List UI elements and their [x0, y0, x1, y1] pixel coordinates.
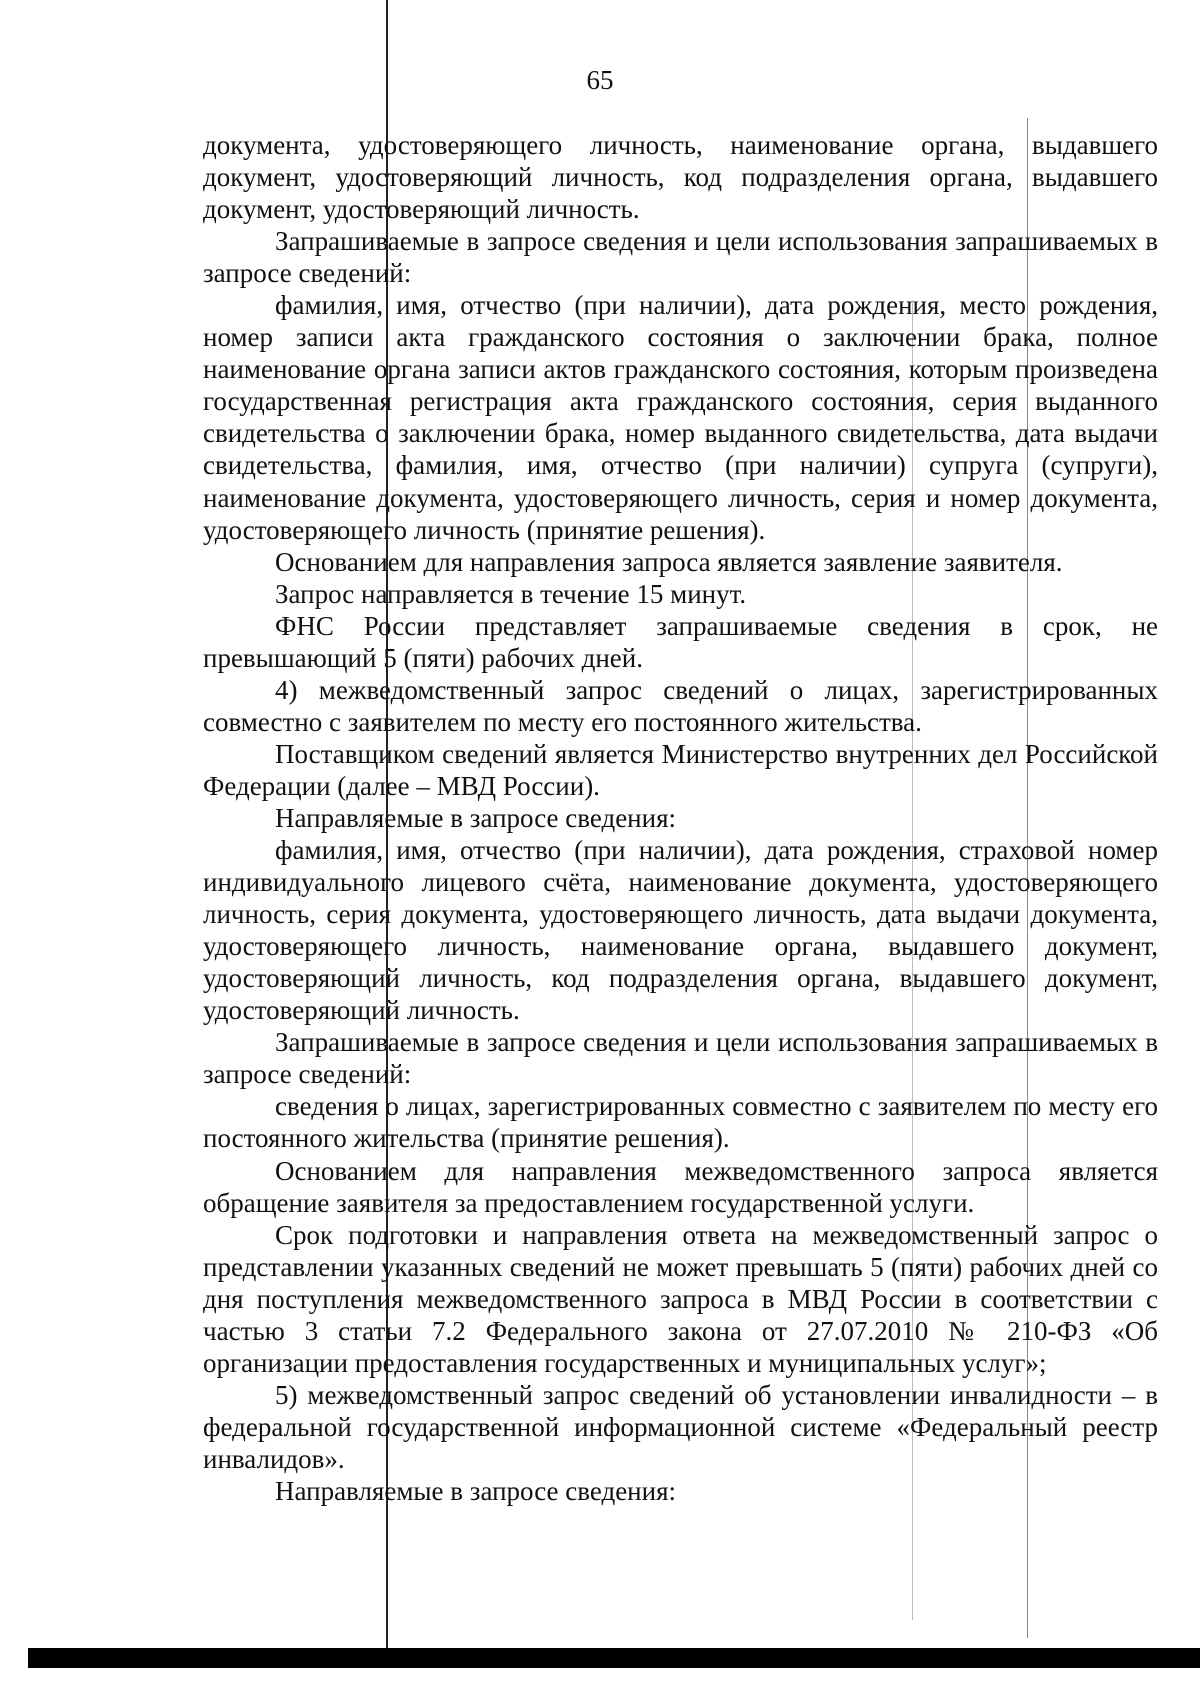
paragraph: Направляемые в запросе сведения:	[275, 1475, 676, 1506]
document-body	[203, 129, 1158, 1507]
paragraph: сведения о лицах, зарегистрированных совместно с заявителем по месту его постоянного жительства (принятие решения).	[203, 1091, 1158, 1154]
paragraph: Основанием для направления межведомственного запроса является обращение заявителя за предоставлением государственной услуги.	[203, 1155, 1158, 1218]
paragraph-item-5: 5) межведомственный запрос сведений об установлении инвалидности – в федеральной государственной информационной системе «Федеральный реестр инвалидов».	[203, 1379, 1158, 1474]
paragraph: Запрашиваемые в запросе сведения и цели использования запрашиваемых в запросе сведений:	[203, 1027, 1158, 1090]
paragraph: Основанием для направления запроса является заявление заявителя.	[275, 546, 1063, 577]
scan-bottom-edge	[28, 1648, 1200, 1668]
paragraph: Запрос направляется в течение 15 минут.	[275, 578, 747, 609]
paragraph: Направляемые в запросе сведения:	[275, 802, 676, 833]
paragraph: Срок подготовки и направления ответа на межведомственный запрос о представлении указанных сведений не может превышать 5 (пяти) рабочих дней со дня поступления межведомственного запроса в МВД России в соответствии с частью 3 статьи 7.2 Федерального закона от 27.07.2010 № 210-ФЗ «Об организации предоставления государственных и муниципальных услуг»;	[203, 1219, 1158, 1378]
page-number: 65	[586, 65, 614, 95]
paragraph: фамилия, имя, отчество (при наличии), дата рождения, место рождения, номер записи акта гражданского состояния о заключении брака, полное наименование органа записи актов гражданского состояния, которым произведена государственная регистрация акта гражданского состояния, серия выданного свидетельства о заключении брака, номер выданного свидетельства, дата выдачи свидетельства, фамилия, имя, отчество (при наличии) супруга (супруги), наименование документа, удостоверяющего личность, серия и номер документа, удостоверяющего личность (принятие решения).	[203, 290, 1158, 545]
paragraph-continuation: документа, удостоверяющего личность, наименование органа, выдавшего документ, удостоверяющий личность, код подразделения органа, выдавшего документ, удостоверяющий личность.	[203, 130, 1158, 225]
paragraph: Поставщиком сведений является Министерство внутренних дел Российской Федерации (далее – МВД России).	[203, 738, 1158, 801]
paragraph: фамилия, имя, отчество (при наличии), дата рождения, страховой номер индивидуального лицевого счёта, наименование документа, удостоверяющего личность, серия документа, удостоверяющего личность, дата выдачи документа, удостоверяющего личность, наименование органа, выдавшего документ, удостоверяющий личность, код подразделения органа, выдавшего документ, удостоверяющий личность.	[203, 835, 1158, 1026]
paragraph: Запрашиваемые в запросе сведения и цели использования запрашиваемых в запросе сведений:	[203, 226, 1158, 289]
paragraph-item-4: 4) межведомственный запрос сведений о лицах, зарегистрированных совместно с заявителем по месту его постоянного жительства.	[203, 674, 1158, 737]
paragraph: ФНС России представляет запрашиваемые сведения в срок, не превышающий 5 (пяти) рабочих дней.	[203, 610, 1158, 673]
